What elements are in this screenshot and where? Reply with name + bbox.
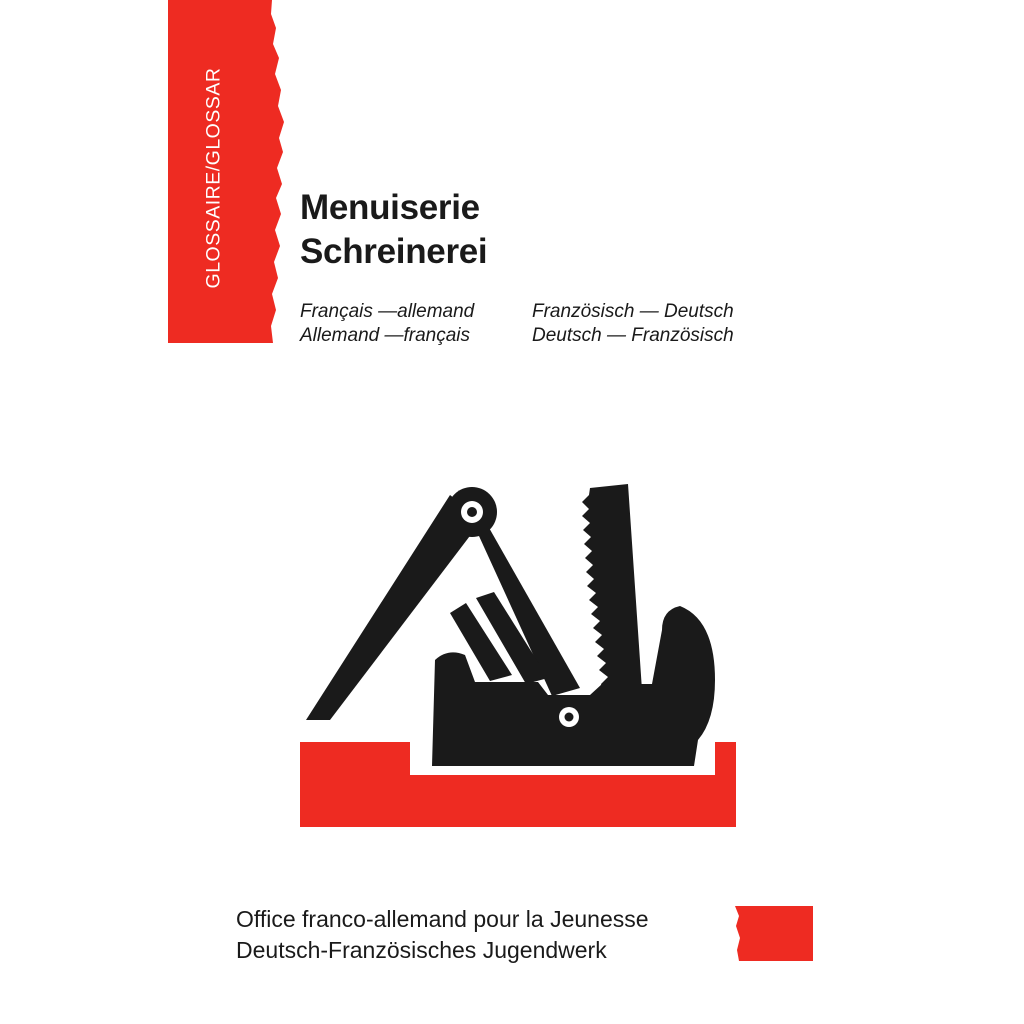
language-fr-de-german: Französisch — Deutsch — [532, 301, 734, 322]
title-block — [300, 186, 487, 274]
title-french: Menuiserie — [300, 188, 480, 227]
publisher-block — [236, 904, 649, 966]
language-de-fr-french: Allemand —français — [300, 325, 471, 346]
language-row — [300, 300, 764, 324]
title-german: Schreinerei — [300, 232, 488, 271]
language-row — [300, 324, 764, 348]
publisher-french: Office franco-allemand pour la Jeunesse — [236, 906, 649, 932]
publisher-german: Deutsch-Französisches Jugendwerk — [236, 937, 607, 963]
red-corner-square — [735, 906, 813, 961]
language-fr-de-french: Français —allemand — [300, 301, 475, 322]
red-side-band — [168, 0, 286, 343]
glossary-label: GLOSSAIRE/GLOSSAR — [202, 67, 225, 289]
carpentry-tools-icon — [290, 470, 750, 840]
pivot-pin — [467, 507, 477, 517]
saw-icon — [582, 484, 642, 694]
torn-edge-shape — [168, 0, 286, 343]
language-de-fr-german: Deutsch — Französisch — [532, 325, 734, 346]
plane-screw — [565, 713, 574, 722]
language-directions — [300, 300, 764, 348]
